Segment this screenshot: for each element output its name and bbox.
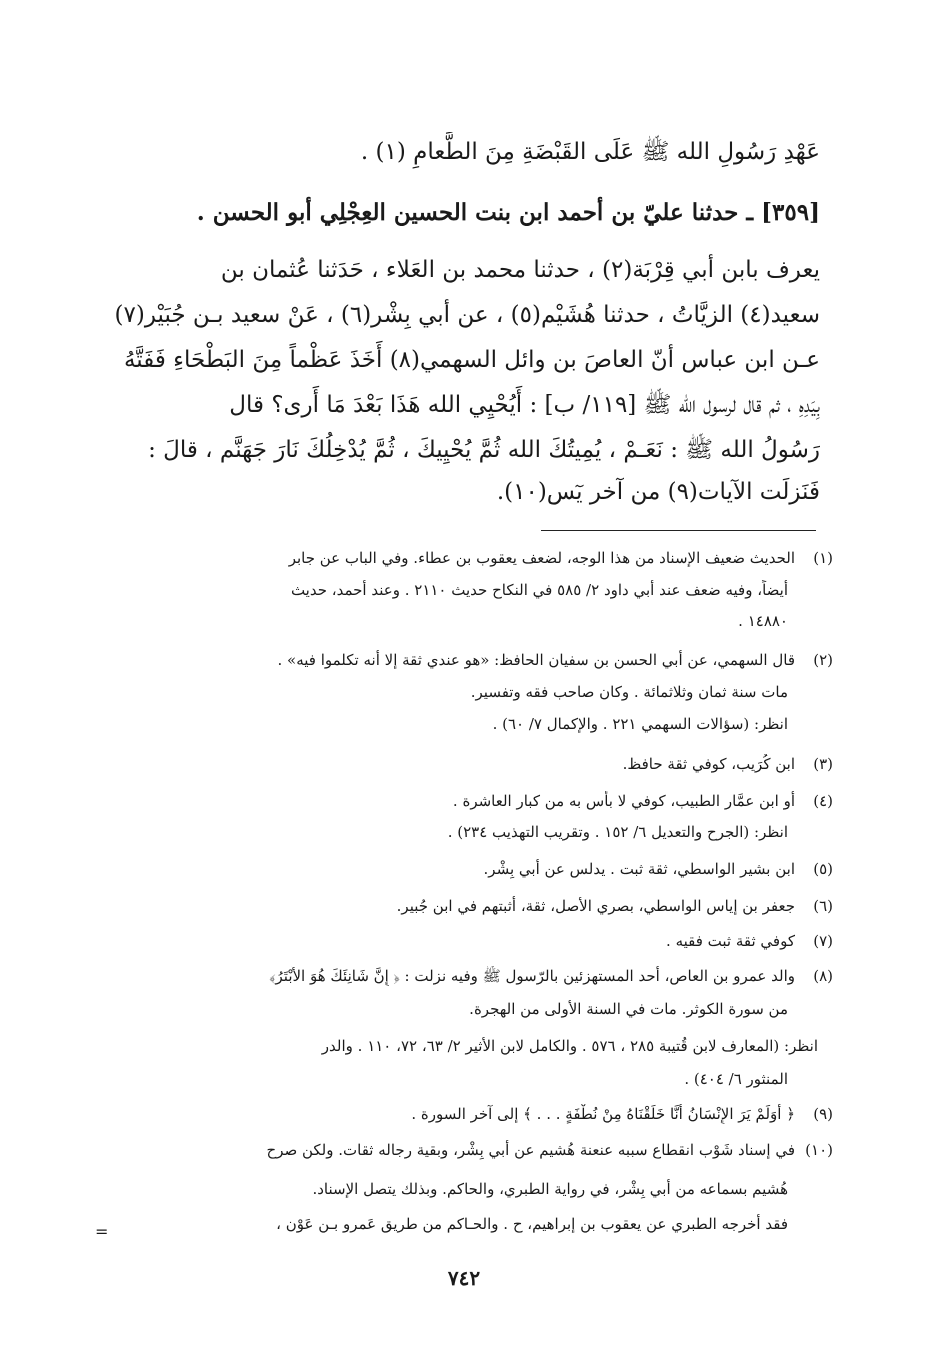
- main-line-4: سعيد(٤) الزيَّاتُ ، حدثنا هُشَيْم(٥) ، عن أبي بِشْر(٦) ، عَنْ سعيد بـن جُبَيْر(٧): [114, 302, 820, 328]
- footnote-5: [110, 859, 833, 879]
- footnote-number: (١): [813, 549, 833, 567]
- footnote-number: (٢): [813, 651, 833, 669]
- footnote-number: (٩): [813, 1105, 833, 1123]
- footnote-10-line-2: هُشيم بسماعه من أبي بِشْر، في رواية الطبري، والحاكم. وبذلك يتصل الإسناد.: [312, 1180, 788, 1198]
- footnote-number: (٥): [813, 860, 833, 878]
- footnote-text: ابن كُرَيب، كوفي ثقة حافظ.: [622, 755, 795, 773]
- footnote-10: [110, 1140, 833, 1160]
- footnote-3: [110, 754, 833, 774]
- footnote-text: جعفر بن إياس الواسطي، بصري الأصل، ثقة، أثبتهم في ابن جُبير.: [396, 897, 795, 915]
- footnote-number: (٨): [813, 967, 833, 985]
- main-line-7: رَسُولُ الله ﷺ : نَعَـمْ ، يُمِيتُكَ الله ثُمَّ يُحْيِيكَ ، ثُمَّ يُدْخِلُكَ نَارَ جَهَنَّم ، قالَ :: [148, 437, 820, 463]
- footnote-7: [110, 931, 833, 951]
- footnote-2-line-3: انظر: (سؤالات السهمي ٢٢١ . والإكمال ٧/ ٦٠) .: [492, 715, 788, 733]
- main-line-5: عـن ابن عباس أنّ العاصَ بن وائل السهمي(٨) أَخَذَ عَظْماً مِنَ البَطْحَاءِ فَفَتَّهُ: [123, 347, 820, 373]
- continuation-mark: =: [95, 1222, 109, 1241]
- footnote-1-line-2: أيضاً، وفيه ضعف عند أبي داود ٢/ ٥٨٥ في النكاح حديث ٢١١٠ . وعند أحمد، حديث: [290, 581, 788, 599]
- footnote-10-line-3: فقد أخرجه الطبري عن يعقوب بن إبراهيم، ح . والحـاكم من طريق عَمرو بـن عَوْن ،: [276, 1215, 788, 1233]
- footnote-text: أو ابن عمَّار الطبيب، كوفي لا بأس به من كبار العاشرة .: [452, 792, 795, 810]
- footnote-9: [110, 1104, 833, 1124]
- main-line-8: فَنَزلَت الآيات(٩) من آخر يٓس(١٠).: [496, 479, 820, 505]
- footnote-4: [110, 791, 833, 811]
- footnote-2-line-2: مات سنة ثمان وثلاثمائة . وكان صاحب فقه وتفسير.: [470, 683, 788, 701]
- footnote-1: [110, 548, 833, 568]
- footnote-8: [110, 966, 833, 986]
- footnote-8-line-4: المنثور ٦/ ٤٠٤) .: [684, 1070, 788, 1088]
- page-number: ٧٤٢: [447, 1266, 481, 1290]
- footnote-text: ﴿ أَوَلَمْ يَرَ الإِنْسَانُ أَنَّا خَلَقْنَاهُ مِنْ نُطْفَةٍ . . . ﴾ إلى آخر السورة .: [411, 1105, 795, 1123]
- footnote-text: ابن بشير الواسطي، ثقة ثبت . يدلس عن أبي بِشْر.: [483, 860, 795, 878]
- footnote-number: (١٠): [805, 1141, 833, 1159]
- main-line-1: عَهْدِ رَسُولِ الله ﷺ عَلَى القَبْضَةِ مِنَ الطَّعامِ (١) .: [360, 139, 820, 165]
- main-line-3: يعرف بابن أبي قِرْبَة(٢) ، حدثنا محمد بن العَلاء ، حَدَثنا عُثمان بن: [220, 257, 820, 283]
- footnote-8-line-3: انظر: (المعارف لابن قُتيبة ٢٨٥ ، ٥٧٦ . والكامل لابن الأثير ٢/ ٦٣، ٧٢، ١١٠ . والدر: [321, 1037, 818, 1055]
- hadith-heading: [٣٥٩] ـ حدثنا عليّ بن أحمد ابن بنت الحسين العِجْلِي أبو الحسن .: [196, 199, 820, 226]
- footnote-text: في إسناد شَوْب انقطاع سببه عنعنة هُشيم عن أبي بِشْر، وبقية رجاله ثقات. ولكن صرح: [266, 1141, 795, 1159]
- footnote-6: [110, 896, 833, 916]
- footnote-number: (٦): [813, 897, 833, 915]
- footnote-1-line-3: ١٤٨٨٠ .: [738, 612, 788, 630]
- footnote-number: (٤): [813, 792, 833, 810]
- footnote-separator: [541, 530, 816, 531]
- footnote-number: (٧): [813, 932, 833, 950]
- footnote-8-line-2: من سورة الكوثر. مات في السنة الأولى من الهجرة.: [469, 1000, 788, 1018]
- footnote-text: قال السهمي، عن أبي الحسن بن سفيان الحافظ: «هو عندي ثقة إلا أنه تكلموا فيه» .: [277, 651, 795, 669]
- footnote-2: [110, 650, 833, 670]
- footnote-text: الحديث ضعيف الإسناد من هذا الوجه، لضعف يعقوب بن عطاء. وفي الباب عن جابر: [288, 549, 795, 567]
- footnote-text: كوفي ثقة ثبت فقيه .: [666, 932, 795, 950]
- footnote-number: (٣): [813, 755, 833, 773]
- footnote-text: والد عمرو بن العاص، أحد المستهزئين بالرّسول ﷺ وفيه نزلت : ﴿ إِنَّ شَانِئَكَ هُوَ الأَبْتَرُ﴾: [269, 967, 795, 985]
- footnote-4-line-2: انظر: (الجرح والتعديل ٦/ ١٥٢ . وتقريب التهذيب ٢٣٤) .: [447, 823, 788, 841]
- main-line-6: بِيَدِهِ ، ثم قال لرسول الله ﷺ [١١٩/ ب] : أَيُحْيِي الله هَذَا بَعْدَ مَا أَرى؟ قال: [229, 392, 820, 418]
